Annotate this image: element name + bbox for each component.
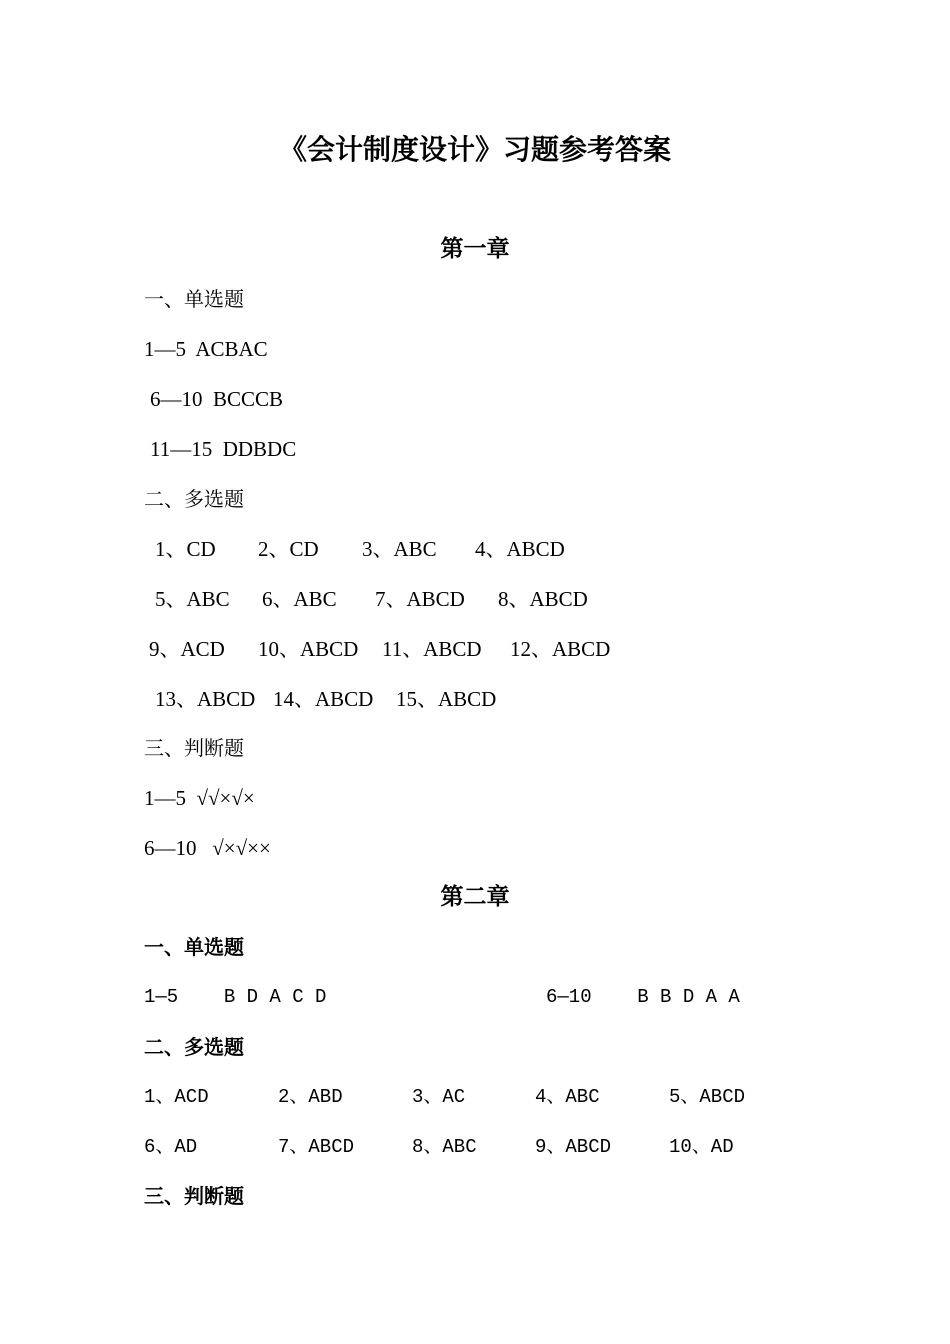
chapter-1-heading: 第一章: [440, 236, 510, 262]
ch1-multi-answer: 10、ABCD: [258, 637, 359, 661]
ch1-multi-answer: 9、ACD: [149, 637, 225, 661]
ch1-tf-line-1: 1—5 √√×√×: [144, 786, 255, 810]
ch1-multi-answer: 1、CD: [155, 537, 216, 561]
ch2-multi-answer: 2、ABD: [278, 1086, 343, 1108]
ch1-multi-answer: 3、ABC: [362, 537, 437, 561]
ch1-multiple-choice-label: 二、多选题: [144, 487, 244, 511]
ch1-multi-answer: 5、ABC: [155, 587, 230, 611]
ch1-multi-answer: 11、ABCD: [382, 637, 482, 661]
ch1-single-line-1: 1—5 ACBAC: [144, 337, 268, 361]
ch1-single-line-3: 11—15 DDBDC: [150, 437, 297, 461]
ch2-single-group-1: 1—5 B D A C D: [144, 986, 327, 1008]
ch1-multi-answer: 13、ABCD: [155, 687, 256, 711]
ch2-true-false-label: 三、判断题: [144, 1184, 244, 1208]
ch1-multi-answer: 4、ABCD: [475, 537, 565, 561]
ch2-multi-answer: 6、AD: [144, 1136, 198, 1158]
ch1-single-choice-label: 一、单选题: [144, 287, 244, 311]
ch2-single-choice-label: 一、单选题: [144, 935, 244, 959]
ch1-tf-line-2: 6—10 √×√××: [144, 836, 271, 860]
ch1-multi-answer: 15、ABCD: [396, 687, 497, 711]
ch2-multi-answer: 10、AD: [669, 1136, 734, 1158]
ch1-multi-answer: 7、ABCD: [375, 587, 465, 611]
ch2-multi-answer: 1、ACD: [144, 1086, 209, 1108]
ch1-multi-answer: 14、ABCD: [273, 687, 374, 711]
ch2-multi-answer: 9、ABCD: [535, 1136, 612, 1158]
ch2-multi-answer: 8、ABC: [412, 1136, 477, 1158]
chapter-2-heading: 第二章: [440, 884, 510, 910]
ch2-multi-answer: 7、ABCD: [278, 1136, 355, 1158]
ch1-multi-answer: 2、CD: [258, 537, 319, 561]
ch1-multi-answer: 12、ABCD: [510, 637, 611, 661]
page-title: 《会计制度设计》习题参考答案: [278, 133, 671, 166]
ch2-multiple-choice-label: 二、多选题: [144, 1035, 244, 1059]
ch1-true-false-label: 三、判断题: [144, 736, 244, 760]
ch1-multi-answer: 8、ABCD: [498, 587, 588, 611]
ch2-multi-answer: 3、AC: [412, 1086, 466, 1108]
ch1-single-line-2: 6—10 BCCCB: [150, 387, 284, 411]
ch2-single-group-2: 6—10 B B D A A: [546, 986, 740, 1008]
ch1-multi-answer: 6、ABC: [262, 587, 337, 611]
ch2-multi-answer: 5、ABCD: [669, 1086, 746, 1108]
ch2-multi-answer: 4、ABC: [535, 1086, 600, 1108]
